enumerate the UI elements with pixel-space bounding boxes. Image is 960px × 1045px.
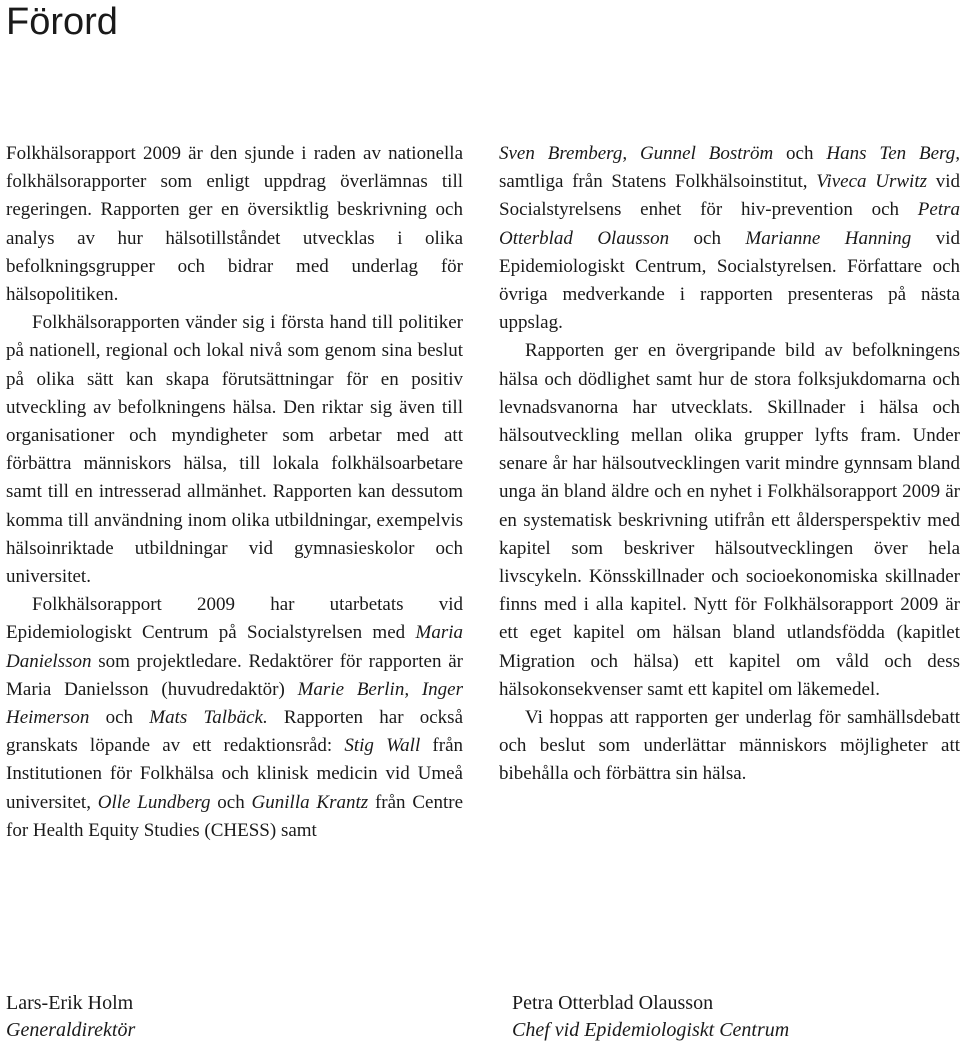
paragraph-overview: Rapporten ger en övergripande bild av befolkningens hälsa och dödlighet samt hur de stora folksjukdomarna och levnadsvanorna har utvecklats. Skillnader i hälsa och hälsoutveckling mellan olika grupper lyfts fram. Under senare år har hälsoutvecklingen varit mindre gynnsam bland unga än bland äldre och en nyhet i Folkhälsorapport 2009 är en systematisk beskrivning utifrån ett åldersperspektiv med kapitel som beskriver hälsoutvecklingen över hela livscykeln. Könsskillnader och socioekonomiska skillnader finns med i alla kapitel. Nytt för Folkhälsorapport 2009 är ett eget kapitel om hälsan bland utlandsfödda (kapitlet Migration och hälsa) ett kapitel om våld och dess hälsokonsekvenser samt ett kapitel om läkemedel. xyxy=(499,340,960,700)
page-title: Förord xyxy=(6,1,118,43)
signature-left xyxy=(6,990,135,1044)
signature-role: Chef vid Epidemiologiskt Centrum xyxy=(512,1019,790,1041)
paragraph-closing: Vi hoppas att rapporten ger underlag för samhällsdebatt och beslut som underlättar människors möjligheter att bibehålla och förbättra sin hälsa. xyxy=(499,707,960,785)
signature-right xyxy=(512,990,789,1044)
signature-role: Generaldirektör xyxy=(6,1019,136,1041)
right-column xyxy=(499,140,960,789)
paragraph-intro: Folkhälsorapport 2009 är den sjunde i raden av nationella folkhälsorapporter som enligt uppdrag överlämnas till regeringen. Rapporten ger en översiktlig beskrivning och analys av hur hälsotillståndet utvecklas i olika befolkningsgrupper och bidrar med underlag för hälsopolitiken. xyxy=(6,143,463,306)
paragraph-audience: Folkhälsorapporten vänder sig i första hand till politiker på nationell, regional och lokal nivå som genom sina beslut på olika sätt kan skapa förutsättningar för en positiv utveckling av befolkningens hälsa. Den riktar sig även till organisationer och myndigheter som arbetar med att förbättra människors hälsa, till lokala folkhälsoarbetare samt till en intresserad allmänhet. Rapporten kan dessutom komma till användning inom olika utbildningar, exempelvis hälsoinriktade utbildningar vid gymnasieskolor och universitet. xyxy=(6,312,463,588)
signature-name: Lars-Erik Holm xyxy=(6,992,134,1014)
left-column xyxy=(6,140,463,845)
signature-name: Petra Otterblad Olausson xyxy=(512,992,714,1014)
paragraph-contributors: Sven Bremberg, Gunnel Boström och Hans Ten Berg, samtliga från Statens Folkhälsoinstitut, Viveca Urwitz vid Socialstyrelsens enhet för hiv-prevention och Petra Otterblad Olausson och Marianne Hanning vid Epidemiologiskt Centrum, Socialstyrelsen. Författare och övriga medverkande i rapporten presenteras på nästa uppslag. xyxy=(499,143,960,334)
paragraph-authors: Folkhälsorapport 2009 har utarbetats vid Epidemiologiskt Centrum på Socialstyrelsen med Maria Danielsson som projektledare. Redaktörer för rapporten är Maria Danielsson (huvudredaktör) Marie Berlin, Inger Heimerson och Mats Talbäck. Rapporten har också granskats löpande av ett redaktionsråd: Stig Wall från Institutionen för Folkhälsa och klinisk medicin vid Umeå universitet, Olle Lundberg och Gunilla Krantz från Centre for Health Equity Studies (CHESS) samt xyxy=(6,594,464,841)
